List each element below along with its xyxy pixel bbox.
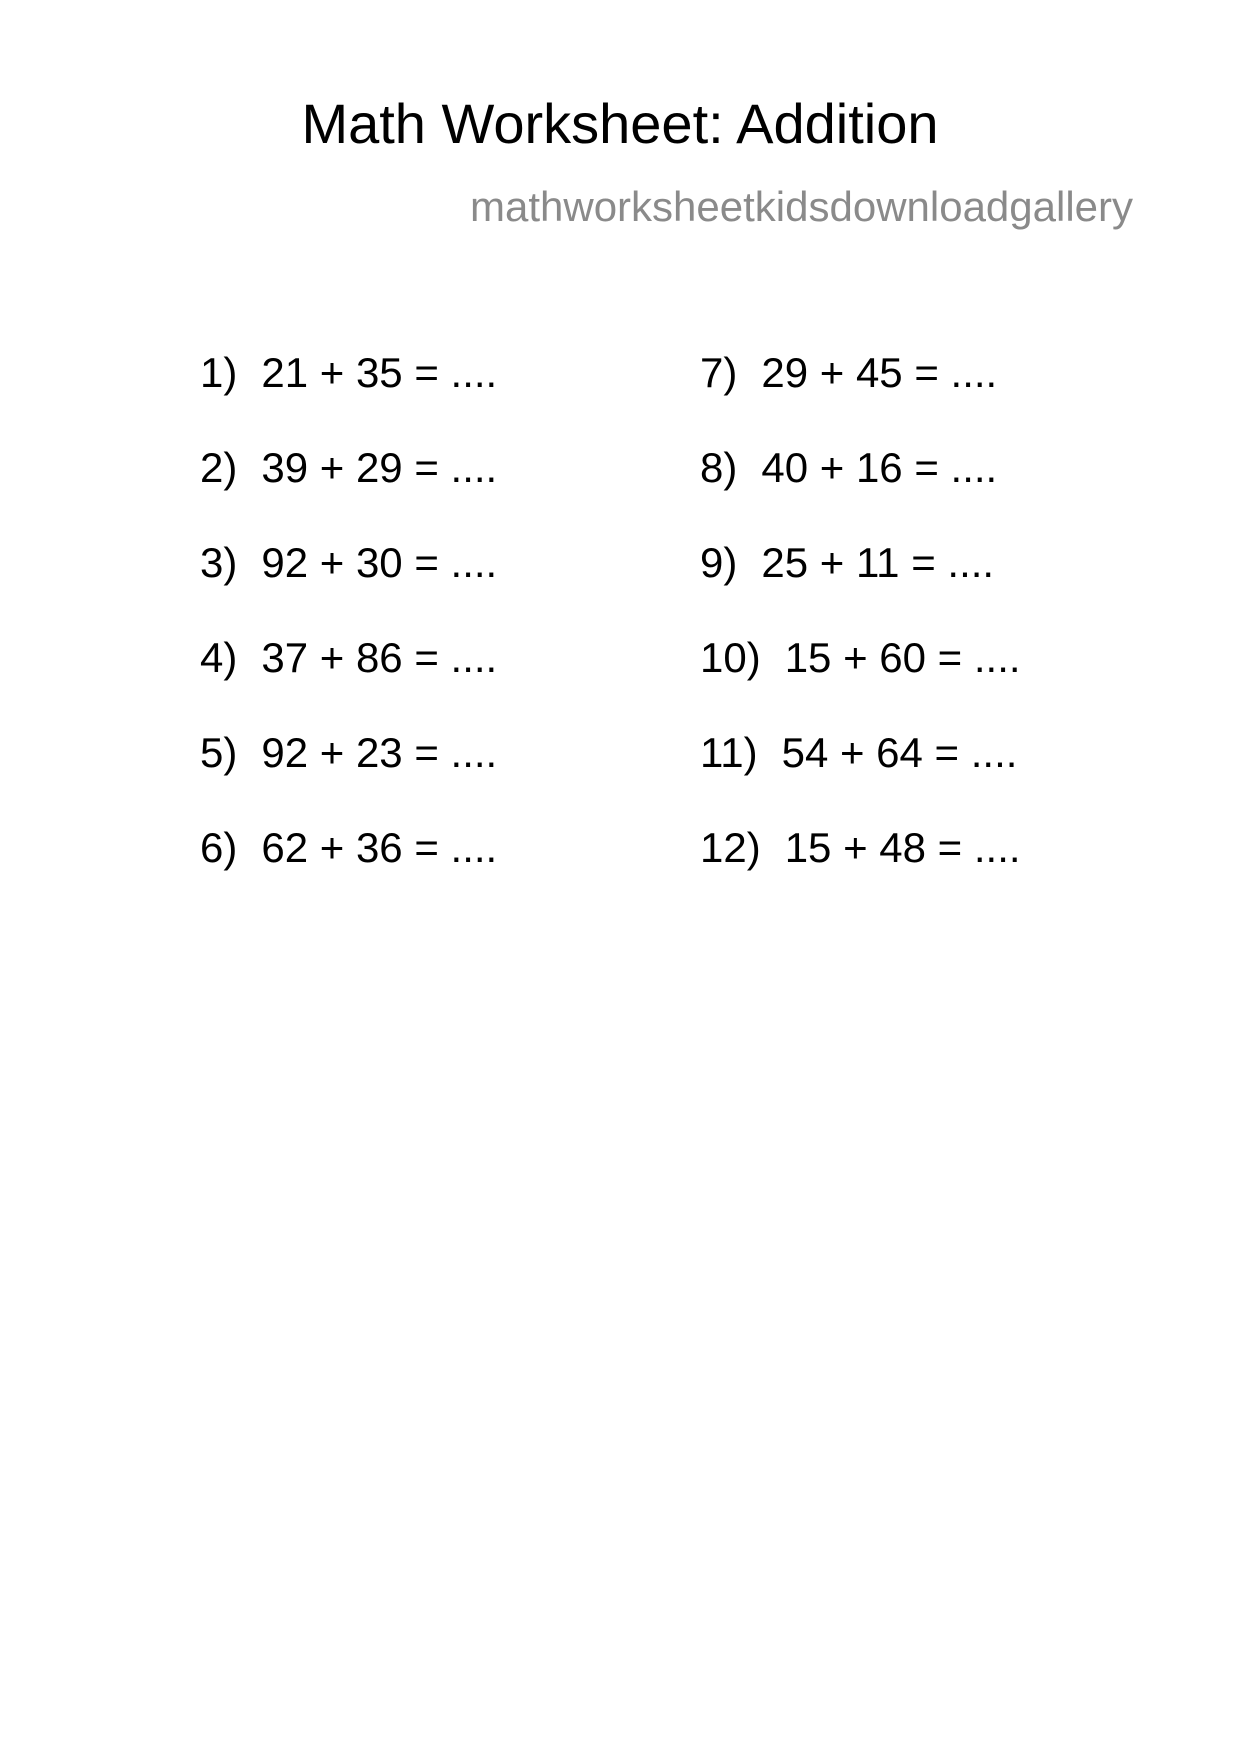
problem-expression: 92 + 23 = .... [261, 729, 498, 776]
problem-item [700, 634, 1021, 732]
problem-number: 10) [700, 634, 761, 681]
problem-item [200, 824, 498, 922]
problem-column-left [200, 349, 498, 922]
problem-number: 5) [200, 729, 238, 776]
problem-number: 3) [200, 539, 238, 586]
problem-number: 8) [700, 444, 738, 491]
problem-item [700, 349, 1021, 447]
problem-number: 1) [200, 349, 238, 396]
problem-expression: 15 + 60 = .... [784, 634, 1021, 681]
problem-expression: 29 + 45 = .... [761, 349, 998, 396]
worksheet-subtitle: mathworksheetkidsdownloadgallery [470, 183, 1134, 230]
problem-number: 11) [700, 729, 758, 776]
problem-expression: 39 + 29 = .... [261, 444, 498, 491]
problem-expression: 37 + 86 = .... [261, 634, 498, 681]
problem-column-right [700, 349, 1021, 922]
problem-item [200, 729, 498, 827]
problem-expression: 15 + 48 = .... [784, 824, 1021, 871]
problem-number: 4) [200, 634, 238, 681]
problem-item [700, 444, 1021, 542]
problem-item [200, 444, 498, 542]
problem-expression: 25 + 11 = .... [761, 539, 995, 586]
problem-item [200, 634, 498, 732]
problem-item [700, 824, 1021, 922]
worksheet-title: Math Worksheet: Addition [301, 92, 939, 155]
problem-item [700, 729, 1021, 827]
problem-expression: 40 + 16 = .... [761, 444, 998, 491]
problem-expression: 92 + 30 = .... [261, 539, 498, 586]
problem-item [700, 539, 1021, 637]
problem-expression: 54 + 64 = .... [781, 729, 1018, 776]
problem-expression: 62 + 36 = .... [261, 824, 498, 871]
problem-item [200, 539, 498, 637]
problem-number: 7) [700, 349, 738, 396]
problem-number: 6) [200, 824, 238, 871]
problem-number: 9) [700, 539, 738, 586]
problem-number: 2) [200, 444, 238, 491]
problem-item [200, 349, 498, 447]
problem-expression: 21 + 35 = .... [261, 349, 498, 396]
problem-number: 12) [700, 824, 761, 871]
